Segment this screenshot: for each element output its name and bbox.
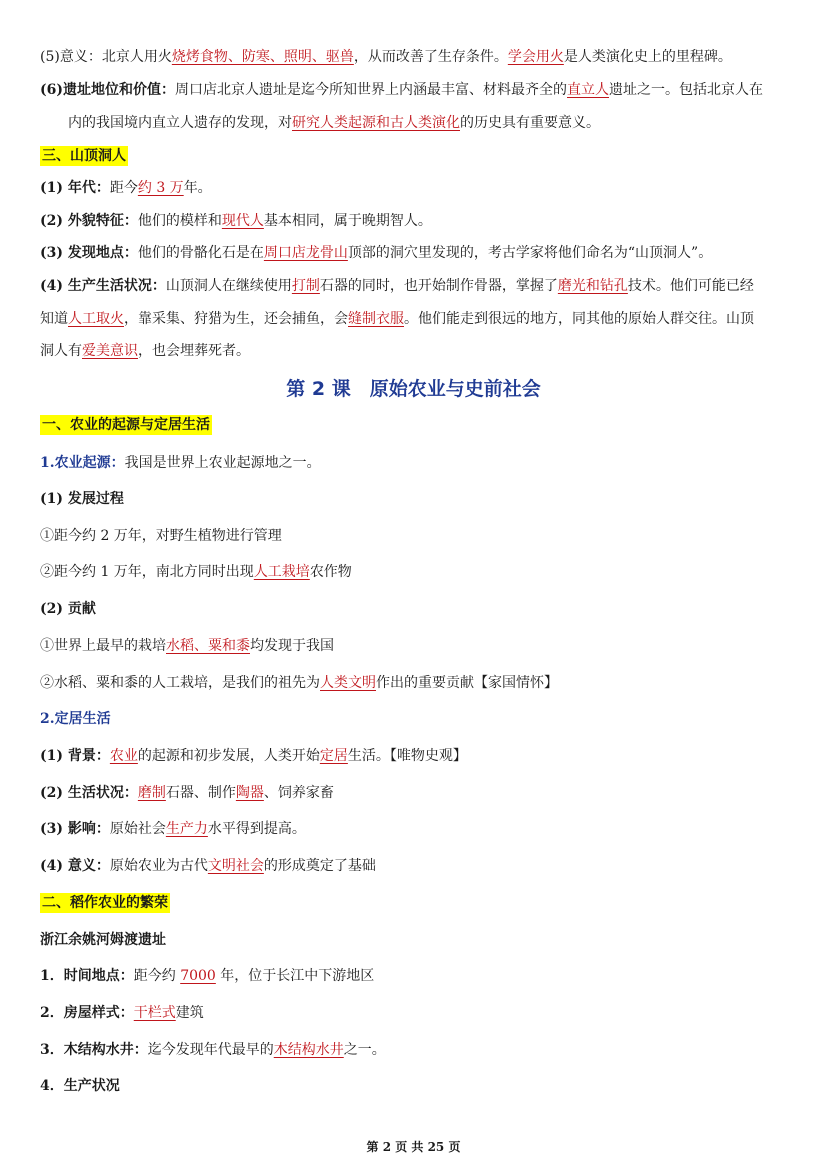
subheading-hemudu [40,930,797,950]
text: ，靠采集、狩猎为生，还会捕鱼，会 [124,311,348,327]
answer-fill: 人类文明 [320,675,376,691]
text: 内的我国境内直立人遗存的发现，对 [68,115,292,131]
answer-fill: 生产力 [165,821,208,837]
item-label: 2．房屋样式： [40,1005,134,1021]
subheading-settled-life [40,709,797,729]
answer-fill: 打制 [291,278,320,294]
paragraph-significance [40,47,797,67]
item-contribution [40,599,797,619]
item-label: 3．木结构水井： [40,1042,148,1058]
answer-fill: 磨制 [137,785,166,801]
answer-fill: 磨光和钻孔 [557,278,628,294]
text: 我国是世界上农业起源地之一。 [124,455,321,471]
text: ①距今约 2 万年，对野生植物进行管理 [40,528,282,544]
text: ①世界上最早的栽培 [40,638,166,654]
answer-fill: 木结构水井 [273,1042,344,1058]
item-contribution-2 [40,673,797,693]
text: ，也会埋葬死者。 [138,343,250,359]
text: 的起源和初步发展，人类开始 [137,748,320,764]
answer-fill: 缝制衣服 [348,311,404,327]
text: 迄今发现年代最早的 [147,1042,274,1058]
text: 均发现于我国 [250,638,334,654]
section-heading-agriculture-origin [40,415,797,435]
text: 的历史具有重要意义。 [460,115,600,131]
item-label: (1) 年代： [40,180,110,196]
text: 他们的骨骼化石是在 [137,245,264,261]
text: 遗址之一。包括北京人在 [609,82,763,98]
item-house-style [40,1003,797,1023]
text: 建筑 [175,1005,204,1021]
text: 石器的同时，也开始制作骨器，掌握了 [319,278,558,294]
answer-fill: 周口店龙骨山 [263,245,348,261]
answer-fill: 人工取火 [68,311,124,327]
text: 生活。【唯物史观】 [347,748,467,764]
answer-fill: 农业 [109,748,138,764]
text: 周口店北京人遗址是迄今所知世界上内涵最丰富、材料最齐全的 [175,82,567,98]
answer-fill: 人工栽培 [253,564,310,580]
item-label: (4) 意义： [40,858,110,874]
item-contribution-1 [40,636,797,656]
item-discovery-site [40,243,797,263]
section-heading-shandingdong [40,146,797,166]
lesson-title: 第 2 课 原始农业与史前社会 [286,378,541,400]
item-label: (1) 背景： [40,748,110,764]
item-label: (2) 生活状况： [40,785,138,801]
answer-fill: 文明社会 [207,858,264,874]
answer-fill: 爱美意识 [82,343,138,359]
item-development [40,489,797,509]
text: 距今 [109,180,138,196]
text: 基本相同，属于晚期智人。 [263,213,432,229]
page-footer: 第 2 页 共 25 页 [366,1140,461,1154]
text: 山顶洞人在继续使用 [165,278,292,294]
highlighted-heading: 二、稻作农业的繁荣 [42,895,168,911]
item-label: (2) 外貌特征： [40,213,138,229]
text: ②水稻、粟和黍的人工栽培，是我们的祖先为 [40,675,320,691]
text: 原始社会 [109,821,166,837]
text: 知道 [40,311,68,327]
item-label: (2) 贡献 [40,601,96,617]
text: (5)意义：北京人用火 [40,49,172,65]
answer-fill: 现代人 [221,213,264,229]
item-label: 1．时间地点： [40,968,134,984]
subheading-label: 浙江余姚河姆渡遗址 [40,932,166,948]
answer-fill: 干栏式 [133,1005,176,1021]
text: 之一。 [343,1042,386,1058]
item-appearance [40,211,797,231]
text: 年。 [183,180,212,196]
text: ②距今约 1 万年，南北方同时出现 [40,564,254,580]
answer-fill: 烧烤食物、防寒、照明、驱兽 [171,49,354,65]
item-development-1 [40,526,797,546]
subheading-agriculture-origin [40,453,797,473]
answer-fill: 直立人 [567,82,609,98]
highlighted-heading: 一、农业的起源与定居生活 [42,417,210,433]
text: 洞人有 [40,343,82,359]
text: 技术。他们可能已经 [627,278,754,294]
item-life-status [40,276,797,296]
item-production [40,1076,797,1096]
item-wooden-well [40,1040,797,1060]
item-time-location [40,966,797,986]
answer-fill: 陶器 [235,785,264,801]
item-label: (1) 发展过程 [40,491,124,507]
highlighted-heading: 三、山顶洞人 [42,148,126,164]
item-label: 4．生产状况 [40,1078,120,1094]
answer-fill: 约 3 万 [137,180,184,196]
text: 原始农业为古代 [109,858,208,874]
answer-fill: 7000 [180,968,216,984]
section-heading-rice-farming [40,893,797,913]
text: 他们的模样和 [137,213,222,229]
item-influence [40,819,797,839]
item-label: (3) 发现地点： [40,245,138,261]
item-label: (3) 影响： [40,821,110,837]
text: 年，位于长江中下游地区 [215,968,375,984]
text: 。他们能走到很远的地方，同其他的原始人群交往。山顶 [404,311,754,327]
answer-fill: 定居 [319,748,348,764]
text: 是人类演化史上的里程碑。 [563,49,732,65]
item-label: (6)遗址地位和价值： [40,82,175,98]
item-development-2 [40,562,797,582]
text: 农作物 [309,564,352,580]
item-living-conditions [40,783,797,803]
paragraph-site-value [40,80,797,100]
item-background [40,746,797,766]
item-life-status-cont [40,309,797,329]
text: 距今约 [133,968,181,984]
paragraph-site-value-cont [68,113,797,133]
text: 石器、制作 [165,785,236,801]
answer-fill: 研究人类起源和古人类演化 [292,115,460,131]
text: 的形成奠定了基础 [263,858,376,874]
text: 作出的重要贡献【家国情怀】 [376,675,558,691]
answer-fill: 水稻、粟和黍 [166,638,250,654]
text: ，从而改善了生存条件。 [353,49,508,65]
answer-fill: 学会用火 [507,49,564,65]
text: 水平得到提高。 [207,821,306,837]
text: 、饲养家畜 [263,785,334,801]
subheading-label: 2.定居生活 [40,711,111,727]
text: 顶部的洞穴里发现的，考古学家将他们命名为“山顶洞人”。 [347,245,713,261]
item-life-status-cont2 [40,341,797,361]
item-era [40,178,797,198]
item-meaning [40,856,797,876]
subheading-label: 1.农业起源： [40,455,125,471]
item-label: (4) 生产生活状况： [40,278,166,294]
